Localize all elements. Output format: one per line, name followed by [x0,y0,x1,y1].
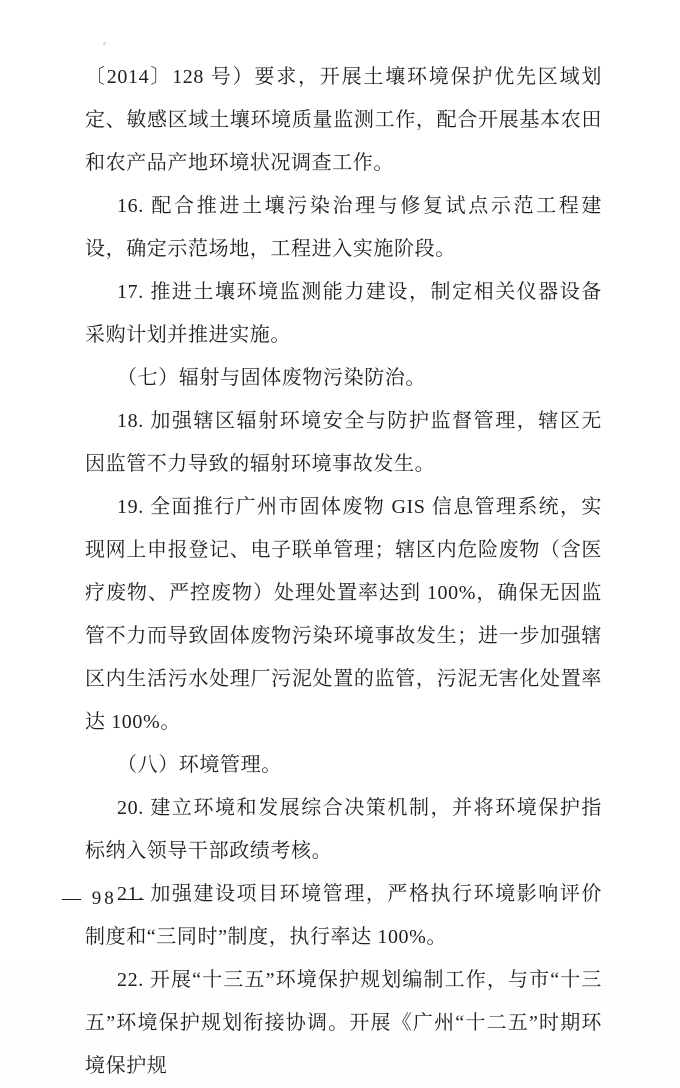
paragraph-item-19: 19. 全面推行广州市固体废物 GIS 信息管理系统，实现网上申报登记、电子联单管理；辖区内危险废物（含医疗废物、严控废物）处理处置率达到 100%，确保无因监管不力而导致固体废物污染环境事故发生；进一步加强辖区内生活污水处理厂污泥处置的监管，污泥无害化处置率达 100%。 [85,496,602,733]
page-number: — 98 — [62,888,147,909]
paragraph-item-20: 20. 建立环境和发展综合决策机制，并将环境保护指标纳入领导干部政绩考核。 [85,797,602,862]
section-heading-8: （八）环境管理。 [117,754,282,776]
paragraph-item-22: 22. 开展“十三五”环境保护规划编制工作，与市“十三五”环境保护规划衔接协调。开展《广州“十二五”时期环境保护规 [85,969,602,1077]
paragraph-item-18: 18. 加强辖区辐射环境安全与防护监督管理，辖区无因监管不力导致的辐射环境事故发生。 [85,410,602,475]
document-body [85,56,602,1088]
paragraph-item-16: 16. 配合推进土壤污染治理与修复试点示范工程建设，确定示范场地，工程进入实施阶段。 [85,195,602,260]
scan-noise-speck [103,42,106,45]
paragraph-continuation: 〔2014〕128 号）要求，开展土壤环境保护优先区域划定、敏感区域土壤环境质量监测工作，配合开展基本农田和农产品产地环境状况调查工作。 [85,66,602,174]
paragraph-item-21: 21. 加强建设项目环境管理，严格执行环境影响评价制度和“三同时”制度，执行率达 100%。 [85,883,602,948]
section-heading-7: （七）辐射与固体废物污染防治。 [117,367,426,389]
paragraph-item-17: 17. 推进土壤环境监测能力建设，制定相关仪器设备采购计划并推进实施。 [85,281,602,346]
